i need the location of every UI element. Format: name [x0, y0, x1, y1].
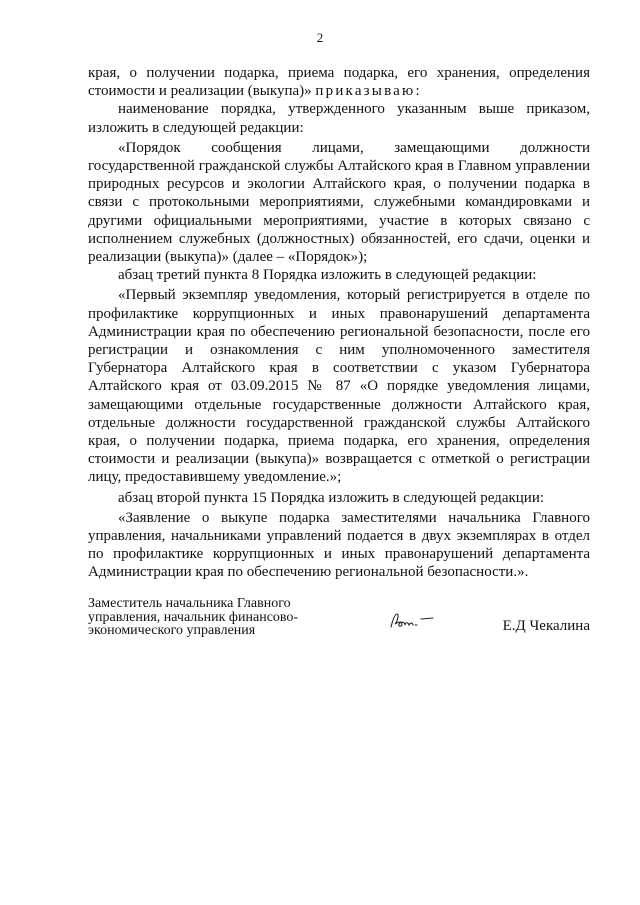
signer-position-line: Заместитель начальника Главного	[88, 596, 291, 611]
paragraph-clause-15-text: «Заявление о выкупе подарка заместителями начальника Главного управления, начальниками управлений подается в двух экземплярах в отдел по профилактике коррупционных и иных правонарушений департамента Администрации края по обеспечению региональной безопасности.».	[88, 509, 590, 581]
paragraph-clause-8-intro: абзац третий пункта 8 Порядка изложить в следующей редакции:	[118, 267, 537, 284]
paragraph-clause-15-intro: абзац второй пункта 15 Порядка изложить в следующей редакции:	[118, 489, 545, 506]
paragraph-order-clause	[88, 64, 590, 100]
paragraph-procedure-title: «Порядок сообщения лицами, замещающими должности государственной гражданской службы Алтайского края в Главном управлении природных ресурсов и экологии Алтайского края, о получении подарка в связи с протокольными мероприятиями, служебными командировками и другими официальными мероприятиями, участие в которых связано с исполнением служебных (должностных) обязанностей, его сдачи, оценки и реализации (выкупа)» (далее – «Порядок»);	[88, 139, 590, 266]
signer-position-line: управления, начальник финансово-	[88, 609, 299, 625]
signer-position	[88, 597, 348, 638]
order-keyword: приказываю	[315, 83, 416, 100]
page-number: 2	[316, 30, 324, 45]
signer-name: Е.Д Чекалина	[502, 618, 590, 634]
paragraph-clause-8-text: «Первый экземпляр уведомления, который регистрируется в отделе по профилактике коррупционных и иных правонарушений департамента Администрации края по обеспечению региональной безопасности, после его регистрации и ознакомления с ним уполномоченного заместителя Губернатора Алтайского края в соответствии с указом Губернатора Алтайского края от 03.09.2015 № 87 «О порядке уведомления лицами, замещающими отдельные государственные должности Алтайского края, отдельные должности государственной гражданской службы Алтайского края, о получении подарка, приема подарка, его хранения, определения стоимости и реализации (выкупа)» возвращается с отметкой о регистрации лицу, предоставившему уведомление.»;	[88, 287, 590, 486]
paragraph-title-amendment: наименование порядка, утвержденного указанным выше приказом, изложить в следующей редакции:	[88, 101, 590, 136]
signer-position-line: экономического управления	[88, 623, 256, 638]
handwritten-signature	[388, 609, 450, 631]
paragraph-text: края, о получении подарка, приема подарка, его хранения, определения стоимости и реализации (выкупа)»	[88, 65, 590, 100]
document-body	[88, 64, 590, 582]
signature-block	[88, 597, 590, 647]
order-colon: :	[415, 83, 420, 100]
